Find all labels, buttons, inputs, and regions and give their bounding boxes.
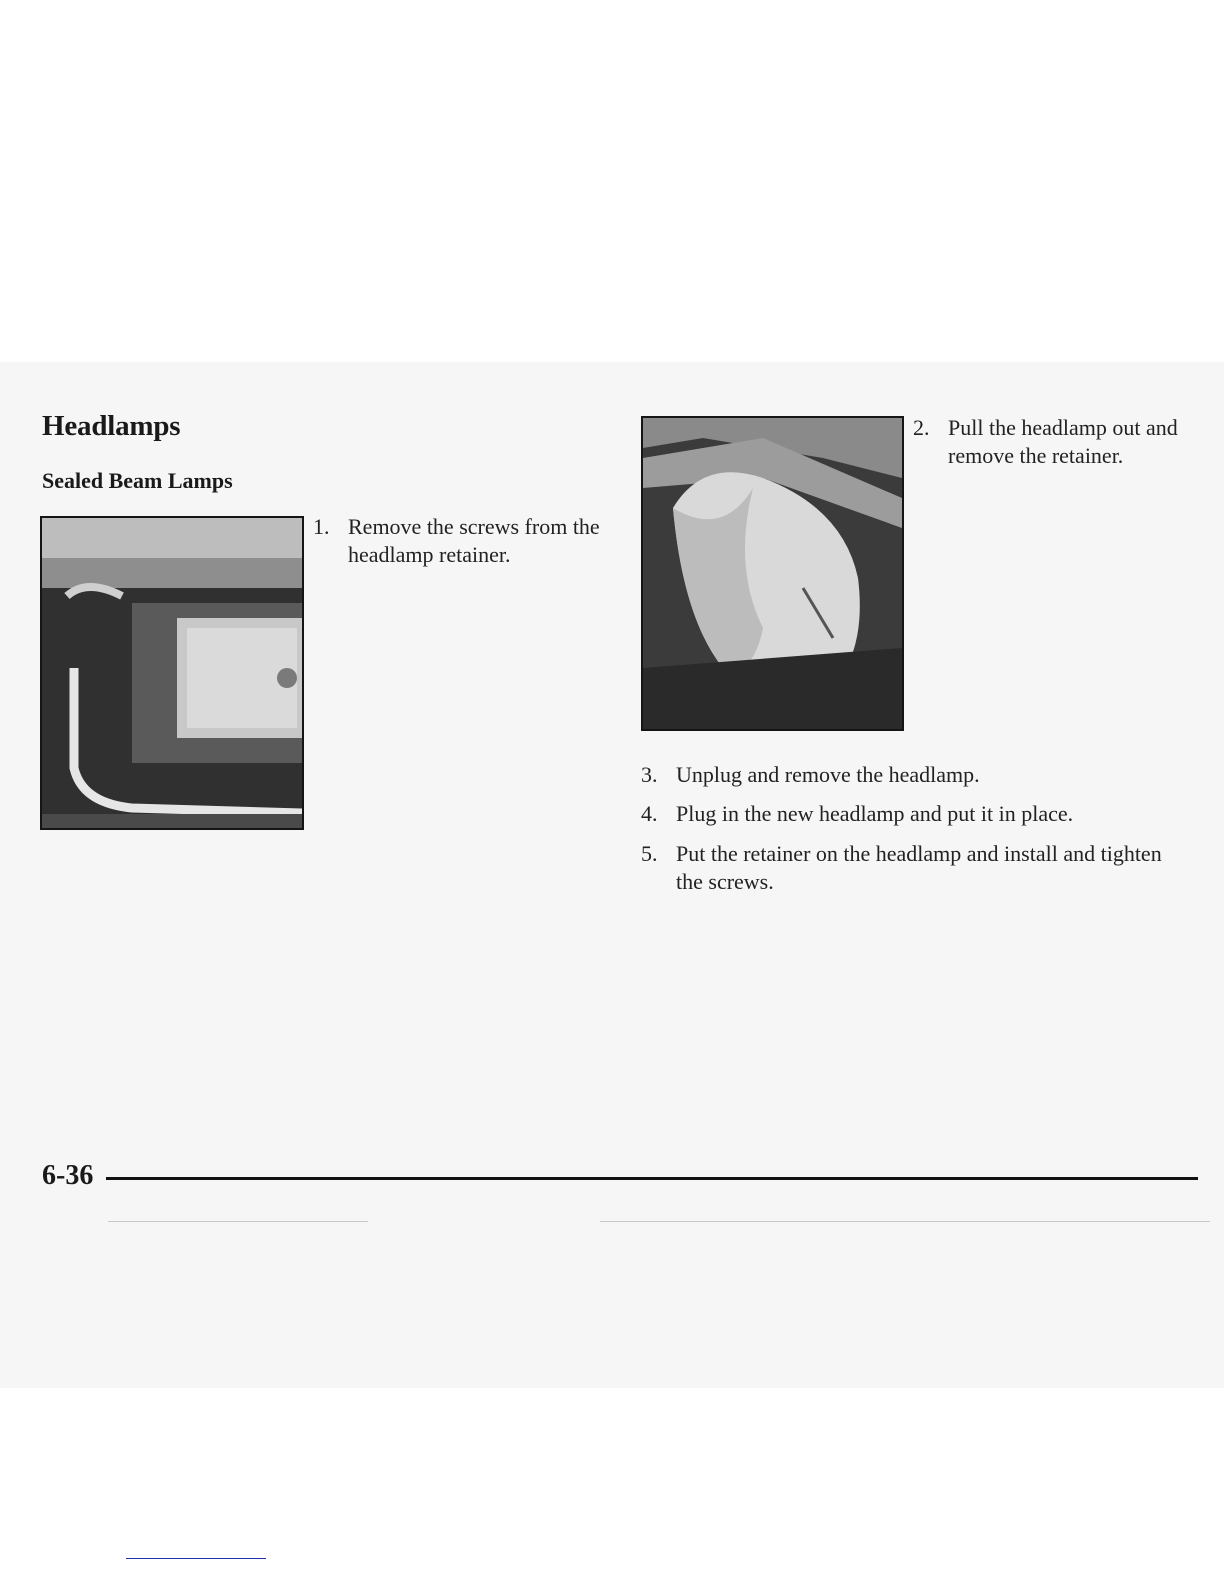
footer-rule	[106, 1177, 1198, 1180]
page-title: Headlamps	[42, 410, 181, 442]
step-text: Remove the screws from the headlamp retainer.	[348, 514, 600, 567]
scan-artifact-line	[600, 1221, 1210, 1222]
headlamp-removal-photo	[641, 416, 904, 731]
step-3	[641, 761, 1201, 789]
page-number: 6-36	[42, 1160, 94, 1191]
step-number: 2.	[913, 415, 930, 440]
link-underline	[126, 1558, 266, 1559]
step-number: 3.	[641, 762, 658, 787]
step-4	[641, 800, 1201, 828]
step-text: Plug in the new headlamp and put it in place.	[676, 801, 1074, 826]
scan-artifact-line	[108, 1221, 368, 1222]
step-text: Unplug and remove the headlamp.	[676, 762, 980, 787]
step-number: 5.	[641, 841, 658, 866]
step-number: 1.	[313, 514, 330, 539]
step-text: Put the retainer on the headlamp and install and tighten the screws.	[676, 841, 1162, 894]
step-number: 4.	[641, 801, 658, 826]
section-subtitle: Sealed Beam Lamps	[42, 468, 233, 493]
headlamp-retainer-photo	[40, 516, 304, 830]
step-text: Pull the headlamp out and remove the retainer.	[948, 415, 1178, 468]
step-5	[641, 840, 1181, 896]
step-2	[913, 414, 1213, 470]
step-1	[313, 513, 613, 569]
